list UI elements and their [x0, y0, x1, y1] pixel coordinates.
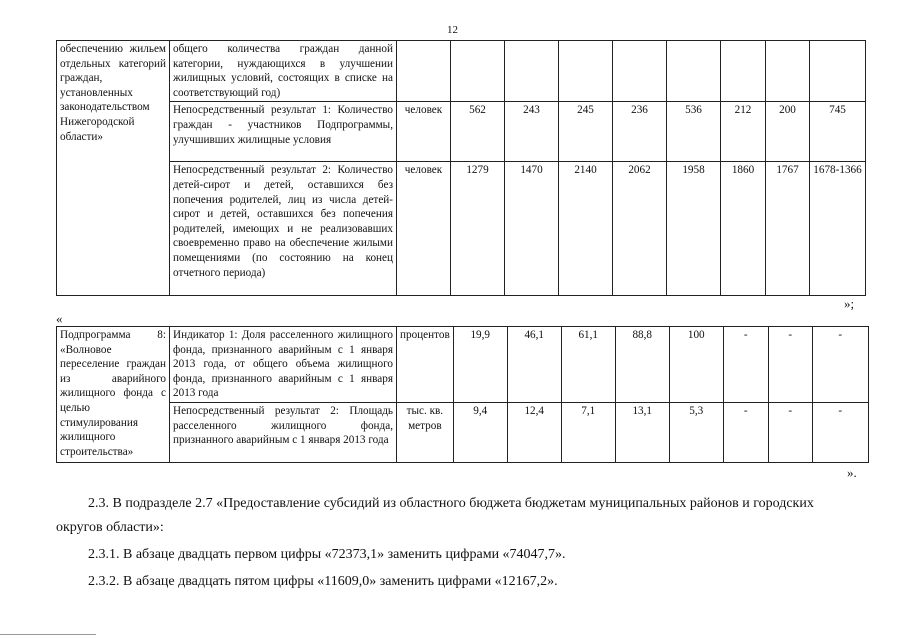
value-cell: 212 — [721, 102, 766, 162]
value-cell: - — [723, 402, 768, 462]
value-cell — [559, 41, 613, 102]
indicator-text-cell: общего количества граждан данной категории, нуждающихся в улучшении жилищных условий, состоящих в списке на соответствующий год) — [170, 41, 397, 102]
value-cell: 536 — [667, 102, 721, 162]
value-cell: 19,9 — [453, 327, 507, 403]
table-row — [57, 327, 869, 403]
indicator-text-cell: Индикатор 1: Доля расселенного жилищного фонда, признанного аварийным с 1 января 2013 года, от общего объема жилищного фонда, признанного аварийным с 1 января 2013 года — [170, 327, 397, 403]
indicators-table-continued — [56, 40, 866, 296]
unit-cell: процентов — [397, 327, 454, 403]
paragraph-2-3: 2.3. В подразделе 2.7 «Предоставление субсидий из областного бюджета бюджетам муниципальных районов и городских округов области»: — [56, 496, 814, 535]
page-number: 12 — [447, 24, 458, 36]
closing-quote-1: »; — [844, 296, 855, 311]
value-cell: - — [723, 327, 768, 403]
unit-cell: человек — [397, 162, 451, 296]
value-cell: 7,1 — [561, 402, 615, 462]
subprogram-name-cell: Подпрограмма 8: «Волновое переселение граждан из аварийного жилищного фонда с целью стимулирования жилищного строительства» — [57, 327, 170, 463]
value-cell: 1958 — [667, 162, 721, 296]
paragraph-2-3-1: 2.3.1. В абзаце двадцать первом цифры «72373,1» заменить цифрами «74047,7». — [88, 547, 566, 562]
unit-cell: тыс. кв. метров — [397, 402, 454, 462]
value-cell — [667, 41, 721, 102]
value-cell: 1470 — [505, 162, 559, 296]
indicator-text-cell: Непосредственный результат 2: Количество детей-сирот и детей, оставшихся без попечения родителей, лиц из числа детей-сирот и детей, оставшихся без попечения родителей, имеющих и не реализовавших своевременно право на обеспечение жилыми помещениями (по состоянию на конец отчетного периода) — [170, 162, 397, 296]
value-cell: 13,1 — [615, 402, 669, 462]
value-cell: 2140 — [559, 162, 613, 296]
indicator-text-cell: Непосредственный результат 2: Площадь расселенного жилищного фонда, признанного аварийным с 1 января 2013 года — [170, 402, 397, 462]
value-cell: 46,1 — [507, 327, 561, 403]
table-row — [57, 402, 869, 462]
table-row — [57, 102, 866, 162]
value-cell: - — [812, 327, 868, 403]
footer-rule — [0, 634, 96, 635]
table-row — [57, 162, 866, 296]
table-row — [57, 41, 866, 102]
value-cell: 2062 — [613, 162, 667, 296]
unit-cell — [397, 41, 451, 102]
value-cell: 1860 — [721, 162, 766, 296]
subprogram-name-cell: обеспечению жильем отдельных категорий граждан, установленных законодательством Нижегородской области» — [57, 41, 170, 296]
indicator-text-cell: Непосредственный результат 1: Количество граждан - участников Подпрограммы, улучшивших жилищные условия — [170, 102, 397, 162]
value-cell: 1767 — [766, 162, 810, 296]
value-cell: 61,1 — [561, 327, 615, 403]
value-cell: 200 — [766, 102, 810, 162]
value-cell: 745 — [810, 102, 866, 162]
value-cell: 9,4 — [453, 402, 507, 462]
value-cell — [721, 41, 766, 102]
value-cell: 243 — [505, 102, 559, 162]
paragraph-2-3-2: 2.3.2. В абзаце двадцать пятом цифры «11609,0» заменить цифрами «12167,2». — [88, 574, 558, 589]
value-cell: 12,4 — [507, 402, 561, 462]
value-cell: 88,8 — [615, 327, 669, 403]
value-cell — [505, 41, 559, 102]
value-cell: 5,3 — [669, 402, 723, 462]
value-cell: - — [812, 402, 868, 462]
value-cell: 1279 — [451, 162, 505, 296]
value-cell: 245 — [559, 102, 613, 162]
unit-cell: человек — [397, 102, 451, 162]
value-cell — [766, 41, 810, 102]
value-cell: 236 — [613, 102, 667, 162]
indicators-table-subprogram-8 — [56, 326, 869, 463]
value-cell: - — [768, 327, 812, 403]
value-cell — [613, 41, 667, 102]
value-cell: 100 — [669, 327, 723, 403]
value-cell: - — [768, 402, 812, 462]
value-cell — [451, 41, 505, 102]
value-cell: 562 — [451, 102, 505, 162]
opening-quote-2: « — [56, 311, 63, 326]
value-cell: 1678-1366 — [810, 162, 866, 296]
closing-quote-2: ». — [847, 465, 857, 480]
value-cell — [810, 41, 866, 102]
